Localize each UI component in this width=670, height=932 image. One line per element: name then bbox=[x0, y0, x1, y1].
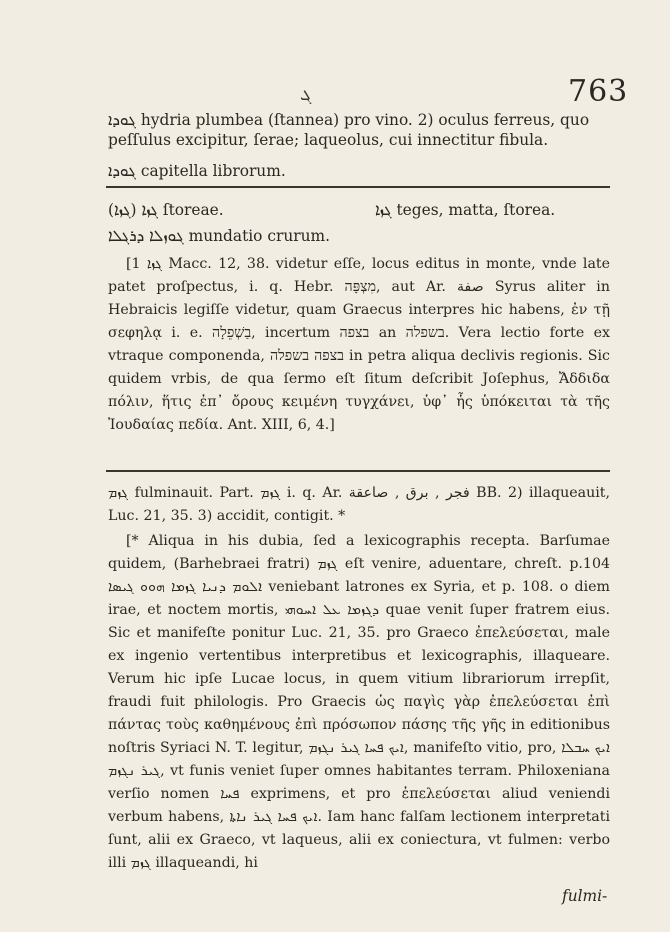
syriac-headword: (ܓܙܐ) ܓܙܐ bbox=[108, 201, 158, 219]
entry-text: teges, matta, ſtorea. bbox=[396, 201, 556, 219]
entry-fulminauit bbox=[108, 482, 610, 528]
entry-mundatio bbox=[108, 226, 330, 246]
syriac-headword: ܓܘܙܠܐ ܕܪܓܠܐ bbox=[108, 227, 184, 245]
catchword: fulmi- bbox=[562, 887, 608, 905]
section-divider bbox=[106, 186, 610, 188]
commentary-barsumae bbox=[108, 530, 610, 875]
entry-storeae bbox=[108, 200, 224, 220]
syriac-headword: ܓܘܕܐ bbox=[108, 111, 136, 129]
entry-hydria bbox=[108, 110, 613, 150]
entry-text: hydria plumbea (ſtannea) pro vino. 2) oculus ferreus, quo peſſulus excipitur, ſerae; laqueolus, cui innectitur fibula. bbox=[108, 111, 590, 149]
entry-teges bbox=[375, 200, 555, 220]
running-head-letter: ܓ bbox=[300, 84, 312, 105]
entry-text: capitella librorum. bbox=[140, 162, 286, 180]
syriac-headword: ܓܘܕܐ bbox=[108, 162, 136, 180]
commentary-paragraph: [* Aliqua in his dubia, ſed a lexicographis recepta. Barſumae quidem, (Barhebraei fratri) ܓܙܡ eſt venire, aduentare, chreſt. p.104 ܐܠܘܡ ܕܢܝܐ ܓܙܡܐ ܗܘܘ ܓܝܣܐ veniebant latrones ex Syria, et p. 108. o diem irae, et noctem mortis, ܕܓܙܡܐ ܥܠ ܐܚܘܗܝ quae venit ſuper fratrem eius. Sic et manifeſte ponitur Luc. 21, 35. pro Graeco ἐπελεύσεται, male ex ingenio vertentibus interpretibus et lexicographis, illaqueare. Verum hic ipſe Lucae locus, in quem vitium librariorum irrepſit, fraudi fuit philologis. Pro Graecis ὡς παγὶς γὰρ ἐπελεύσεται ἐπὶ πάντας τοὺς καθημένους ἐπὶ πρόσωπον πάσης τῆς γῆς in editionibus noſtris Syriaci N. T. legitur, ܐܝܟ ܦܚܐ ܓܝܪ ܢܓܙܡ, manifeſto vitio, pro, ܐܝܟ ܚܒܠܐ ܓܝܪ ܢܓܙܡ, vt funis veniet ſuper omnes habitantes terram. Philoxeniana verſio nomen ܦܚܐ exprimens, et pro ἐπελεύσεται aliud veniendi verbum habens, ܐܝܟ ܦܚܐ ܓܝܪ ܢܐܬܐ. Iam hanc falſam lectionem interpretati ſunt, alii ex Graeco, vt laqueus, alii ex coniectura, vt fulmen: verbo illi ܓܙܡ illaqueandi, hi bbox=[108, 533, 610, 871]
entry-text: mundatio crurum. bbox=[188, 227, 330, 245]
page-number: 763 bbox=[568, 74, 629, 109]
commentary-macc bbox=[108, 253, 610, 437]
section-divider bbox=[106, 470, 610, 472]
entry-text: ſtoreae. bbox=[162, 201, 224, 219]
syriac-headword: ܓܙܐ bbox=[375, 201, 392, 219]
entry-paragraph: ܓܙܡ fulminauit. Part. ܓܙܡ i. q. Ar. ﻓﺠﺮ , ﺑﺮﻕ , ﺻﺎﻋﻘﺔ BB. 2) illaqueauit, Luc. 21, 35. 3) accidit, contigit. * bbox=[108, 485, 611, 524]
commentary-paragraph: [ܓܙܐ 1 Macc. 12, 38. videtur eſſe, locus editus in monte, vnde late patet proſpectus, i. q. Hebr. מִצְפָּה, aut Ar. ﺻﻔﺔ Syrus aliter in Hebraicis legiſſe videtur, quam Graecus interpres hic habens, ἐν τῇ σεφηλᾳ i. e. בַשְׁפֵלָה, incertum בצפה an בשפלה. Vera lectio forte ex vtraque componenda, בצפה בשפלה in petra aliqua declivis regionis. Sic quidem vrbis, de qua ſermo eſt ſitum deſcribit Joſephus, Ἄδδιδα πόλιν, ἥτις ἐπ᾽ ὄρους κειμένη τυγχάνει, ὑφ᾽ ἧς ὑπόκειται τὰ τῆς Ἰουδαίας πεδία. Ant. XIII, 6, 4.] bbox=[108, 256, 610, 433]
entry-capitella bbox=[108, 161, 286, 181]
